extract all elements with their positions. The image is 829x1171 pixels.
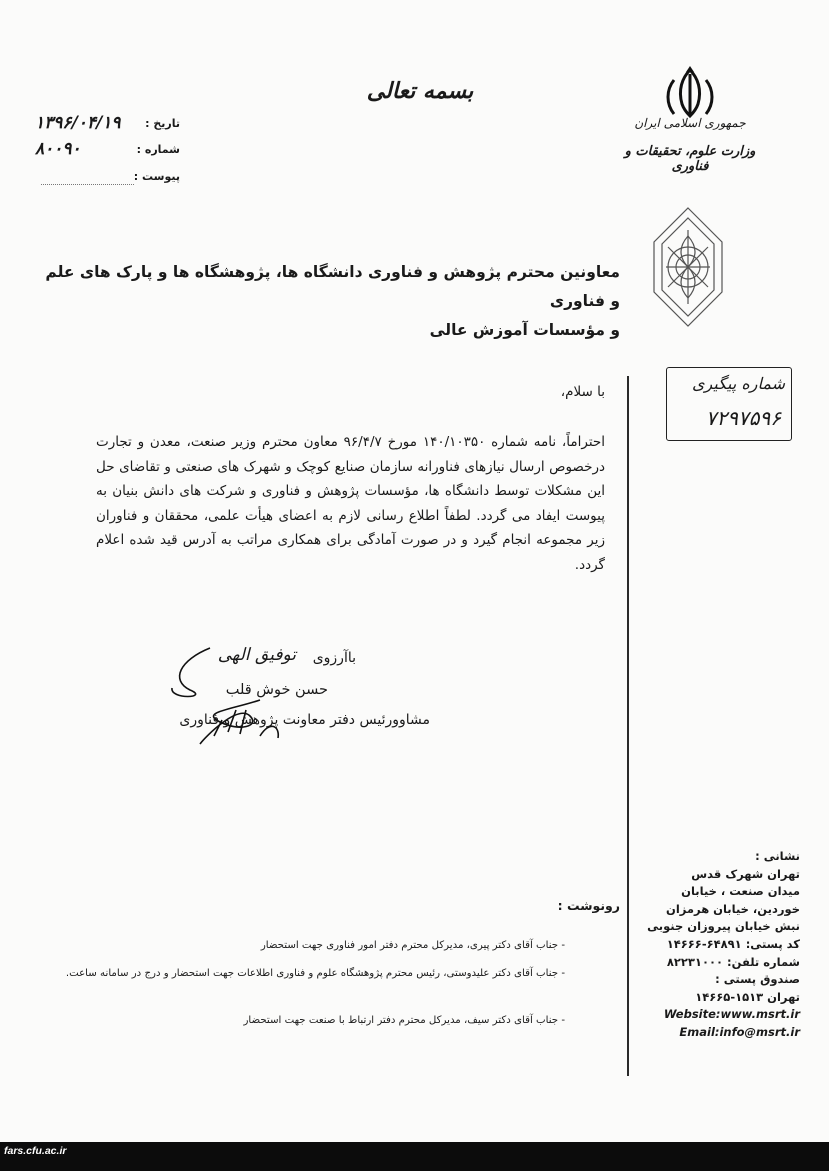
cc-item: - جناب آقای دکتر علیدوستی، رئیس محترم پژوهشگاه علوم و فناوری اطلاعات جهت استحضار و درج در سامانه ساعت. — [65, 968, 565, 979]
address-line: تهران شهرک قدس — [691, 866, 800, 881]
po-box: تهران ۱۵۱۳-۱۴۶۶۵ — [695, 989, 800, 1004]
tracking-stamp — [666, 367, 792, 441]
address-line: میدان صنعت ، خیابان — [681, 884, 800, 899]
email-link[interactable]: Email:info@msrt.ir — [679, 1024, 800, 1039]
iran-emblem-icon — [660, 64, 720, 124]
greeting: با سلام، — [560, 384, 605, 400]
footer-site-link[interactable]: fars.cfu.ac.ir — [4, 1145, 67, 1157]
closing-handwritten: توفیق الهی — [217, 645, 296, 665]
address-block — [640, 848, 800, 1042]
website-link[interactable]: Website:www.msrt.ir — [663, 1007, 800, 1022]
signer-name: حسن خوش قلب — [225, 682, 328, 698]
addressee-line-1: معاونین محترم پژوهش و فناوری دانشگاه ها، پژوهشگاه ها و پارک های علم و فناوری — [45, 263, 620, 310]
islamic-ornament-icon — [652, 206, 724, 328]
tracking-label: شماره پیگیری — [691, 374, 785, 393]
letter-body: احتراماً، نامه شماره ۱۴۰/۱۰۳۵۰ مورخ ۹۶/۴/۷ معاون محترم وزیر صنعت، معدن و تجارت درخصوص ارسال نیازهای فناورانه سازمان صنایع کوچک و شهرک های صنعتی و تقاضای حل این مشکلات توسط دانشگاه ها، مؤسسات پژوهش و فناوری و شرکت های دانش بنیان به پیوست ایفاد می گردد. لطفاً اطلاع رسانی لازم به اعضای هیأت علمی، محققان و فناوران زیر مجموعه انجام گیرد و در صورت آمادگی برای همکاری مراتب به آدرس قید شده اعلام گردد. — [96, 434, 605, 573]
addressee-line-2: و مؤسسات آموزش عالی — [429, 321, 620, 339]
address-line: نبش خیابان پیروزان جنوبی — [647, 919, 800, 934]
cc-item: - جناب آقای دکتر سیف، مدیرکل محترم دفتر ارتباط با صنعت جهت استحضار — [243, 1015, 565, 1026]
cc-item: - جناب آقای دکتر پیری، مدیرکل محترم دفتر امور فناوری جهت استحضار — [260, 940, 565, 951]
attachment-row — [35, 166, 180, 188]
closing: باآرزوی — [312, 650, 356, 666]
number-value: ۸۰۰۹۰ — [35, 139, 81, 159]
number-label: شماره : — [136, 143, 180, 156]
address-title: نشانی : — [755, 849, 800, 863]
phone-number: شماره تلفن: ۸۲۲۳۱۰۰۰ — [666, 954, 800, 969]
postal-code: کد پستی: ۶۴۸۹۱-۱۴۶۶۶ — [666, 936, 800, 951]
date-label: تاریخ : — [145, 117, 180, 130]
attachment-label: پیوست : — [133, 170, 180, 183]
po-box-label: صندوق پستی : — [715, 972, 800, 987]
footer-bar — [0, 1142, 829, 1171]
cc-title: رونوشت : — [557, 898, 620, 913]
number-row — [35, 139, 180, 161]
attachment-dotted-line — [41, 184, 134, 185]
date-row — [35, 113, 180, 135]
signer-position: مشاوورئیس دفتر معاونت پژوهش و فناوری — [179, 712, 430, 728]
address-divider — [627, 376, 629, 1076]
addressee — [40, 258, 620, 345]
bismillah: بسمه تعالی — [366, 78, 474, 104]
tracking-number: ۷۲۹۷۵۹۶ — [705, 406, 781, 430]
republic-title: جمهوری اسلامی ایران — [634, 116, 746, 130]
date-value: ۱۳۹۶/۰۴/۱۹ — [35, 113, 121, 133]
ministry-title: وزارت علوم، تحقیقات و فناوری — [624, 144, 756, 174]
address-line: خوردین، خیابان هرمزان — [666, 901, 800, 916]
